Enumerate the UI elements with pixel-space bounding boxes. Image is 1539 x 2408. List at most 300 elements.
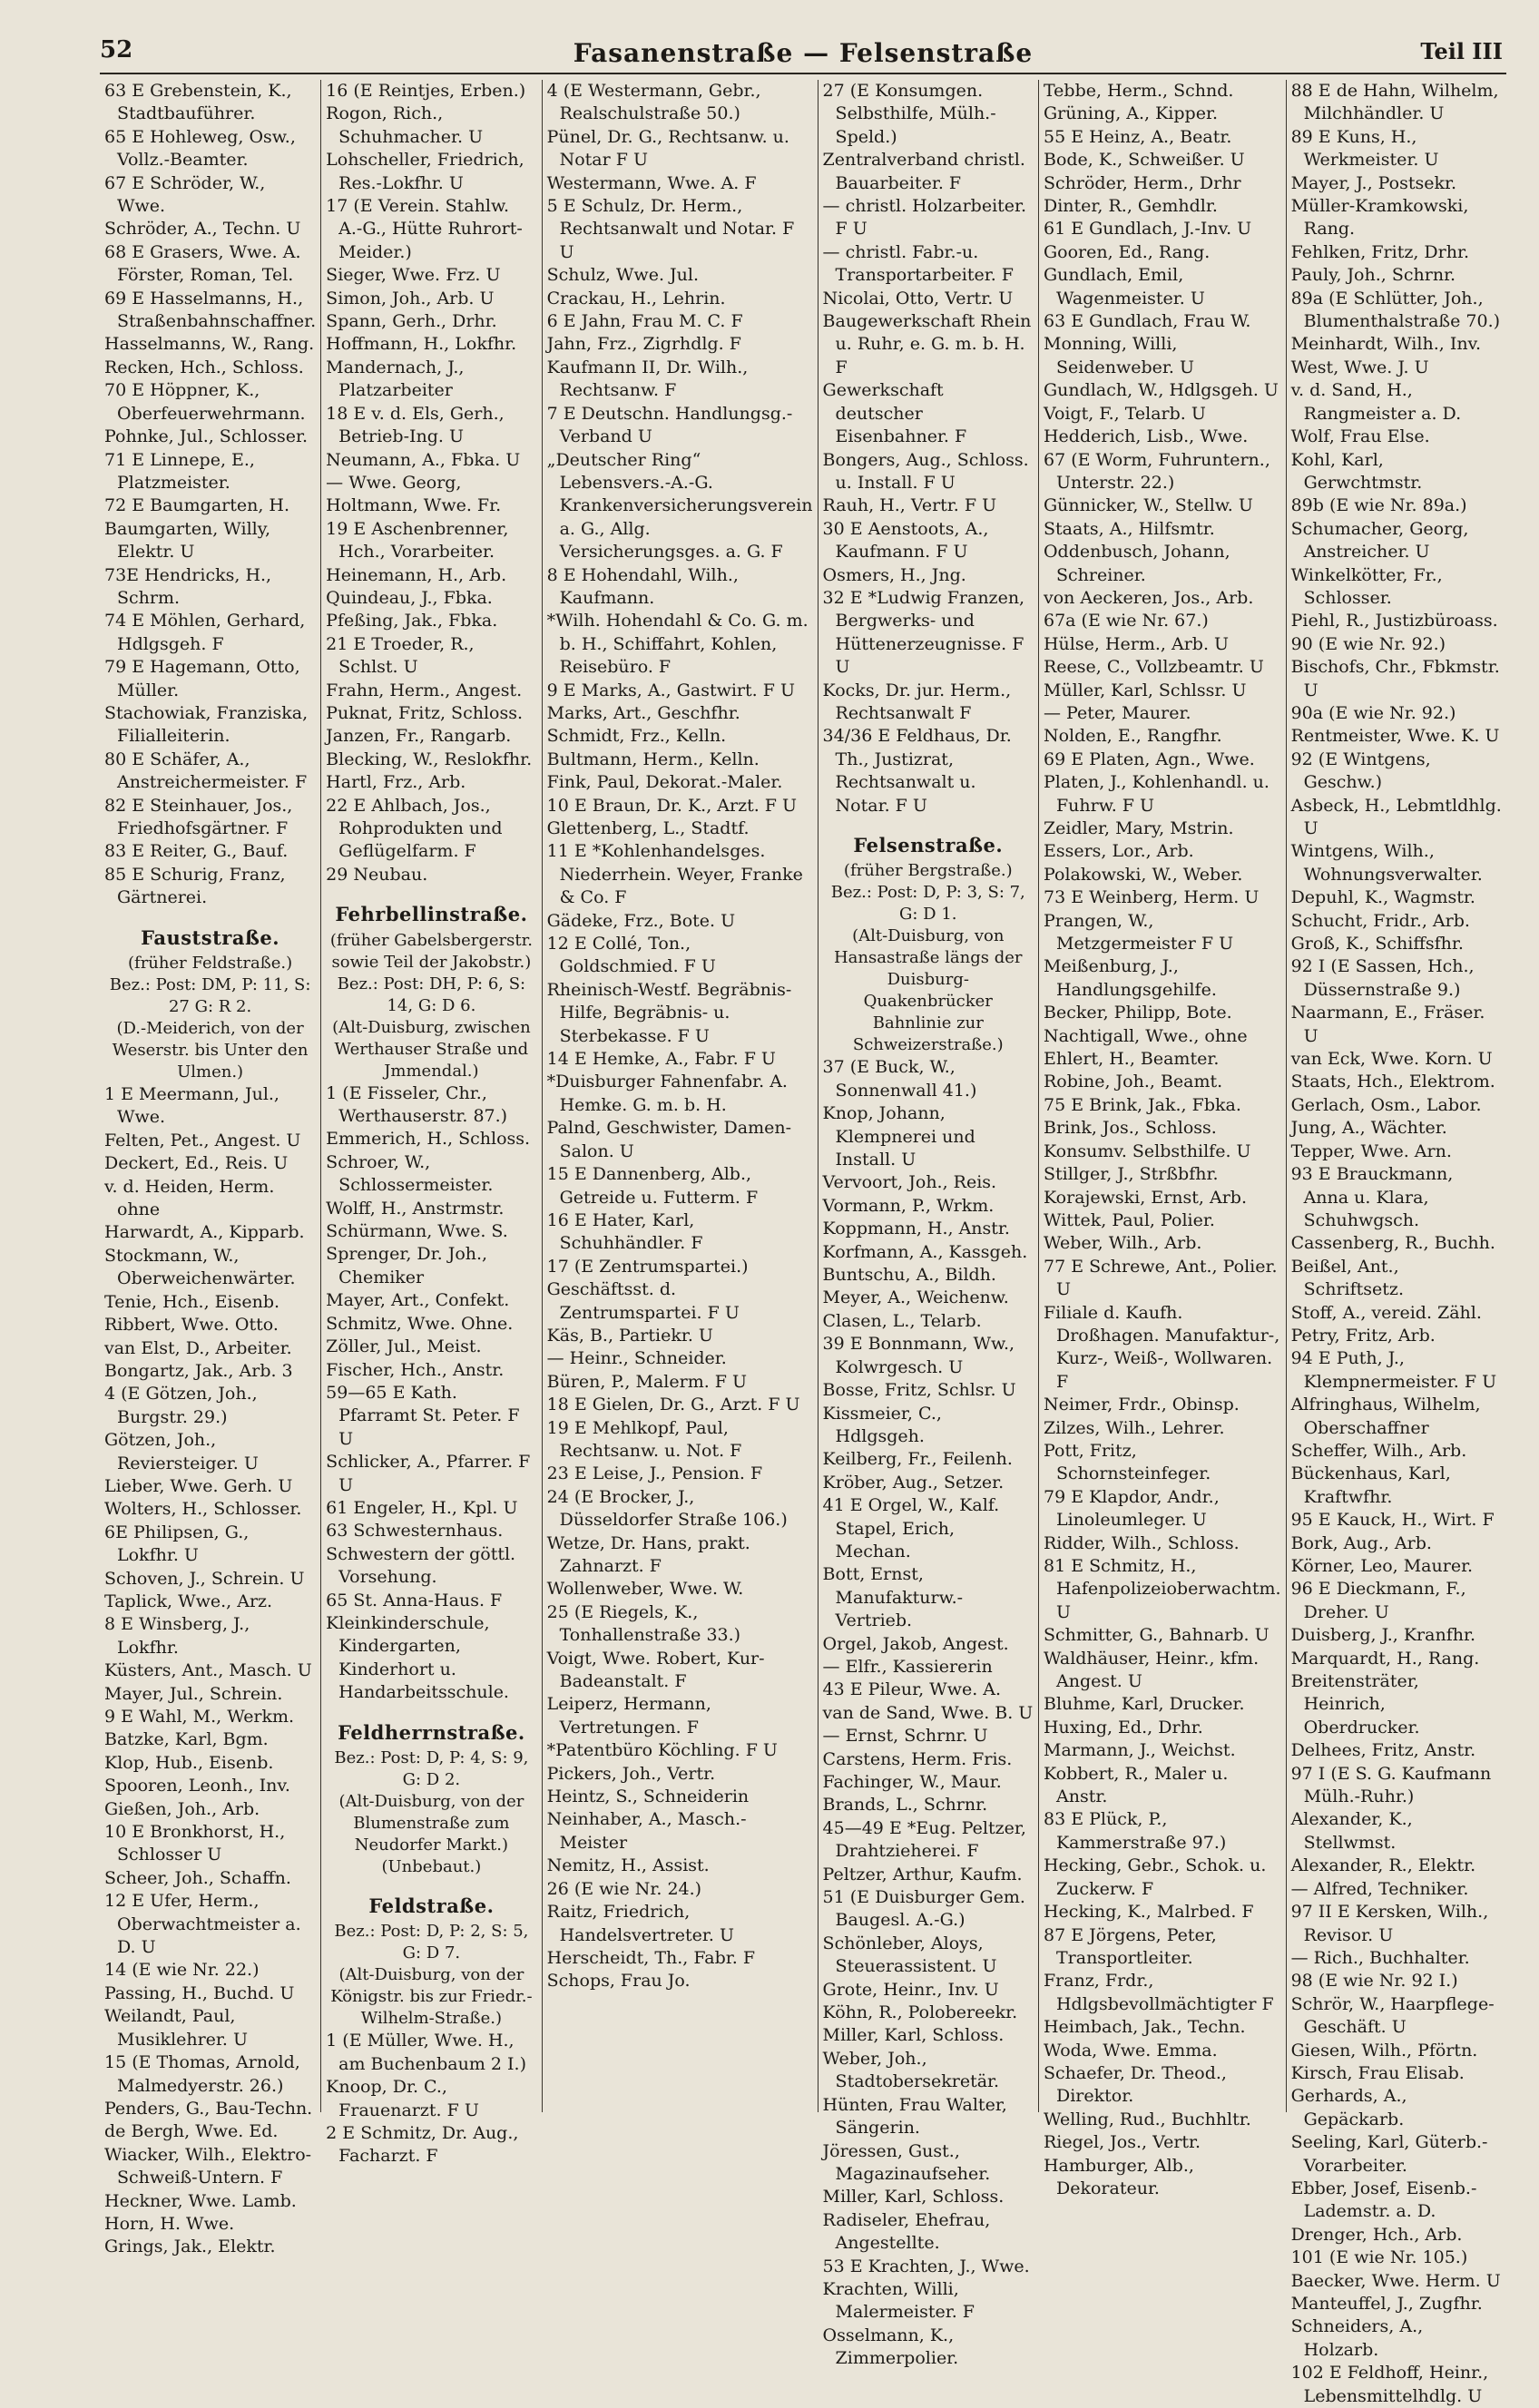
directory-entry: Jöressen, Gust., Magazinaufseher.: [822, 2140, 991, 2184]
directory-entry: Rentmeister, Wwe. K. U: [1290, 726, 1500, 747]
directory-entry: 73 E Weinberg, Herm. U: [1043, 887, 1260, 908]
directory-entry: Bork, Aug., Arb.: [1290, 1532, 1432, 1553]
directory-entry: 1 (E Fisseler, Chr., Werthauserstr. 87.): [326, 1082, 508, 1127]
directory-entry: 63 E Grebenstein, K., Stadtbauführer.: [104, 81, 292, 124]
directory-entry: Knop, Johann, Klempnerei und Install. U: [822, 1103, 975, 1170]
directory-entry: Crackau, H., Lehrin.: [546, 288, 726, 308]
directory-entry: — christl. Holzarbeiter. F U: [822, 196, 1027, 240]
directory-entry: 93 E Brauckmann, Anna u. Klara, Schuhwgsch.: [1290, 1164, 1454, 1230]
directory-entry: Robine, Joh., Beamt.: [1043, 1072, 1223, 1092]
directory-entry: 85 E Schurig, Franz, Gärtnerei.: [104, 864, 286, 908]
directory-entry: Müller-Kramkowski, Rang.: [1290, 196, 1469, 240]
page-number: 52: [100, 36, 133, 64]
directory-entry: 74 E Möhlen, Gerhard, Hdlgsgeh. F: [104, 611, 306, 654]
directory-entry: Oddenbusch, Johann, Schreiner.: [1043, 542, 1230, 585]
street-note: (Alt-Duisburg, von der Blumenstraße zum Neudorfer Markt.): [338, 1792, 524, 1855]
directory-entry: 65 St. Anna-Haus. F: [326, 1590, 503, 1610]
directory-entry: Zeidler, Mary, Mstrin.: [1043, 818, 1234, 838]
directory-entry: Korfmann, A., Kassgeh.: [822, 1241, 1028, 1262]
directory-entry: 18 E Gielen, Dr. G., Arzt. F U: [546, 1395, 800, 1415]
directory-entry: Keilberg, Fr., Feilenh.: [822, 1449, 1013, 1470]
directory-entry: Heinemann, H., Arb.: [326, 564, 507, 585]
directory-entry: 15 (E Thomas, Arnold, Malmedyerstr. 26.): [104, 2052, 300, 2096]
directory-entry: Schröder, A., Techn. U: [104, 219, 301, 240]
directory-entry: 17 (E Verein. Stahlw. A.-G., Hütte Ruhrort-Meider.): [326, 196, 523, 262]
directory-entry: Marmann, J., Weichst.: [1043, 1740, 1236, 1761]
directory-entry: Fischer, Hch., Anstr.: [326, 1359, 505, 1380]
directory-entry: 92 (E Wintgens, Geschw.): [1290, 749, 1431, 793]
directory-entry: Hamburger, Alb., Dekorateur.: [1043, 2155, 1194, 2198]
directory-entry: Tebbe, Herm., Schnd.: [1043, 81, 1234, 101]
directory-entry: — Peter, Maurer.: [1043, 702, 1191, 723]
directory-entry: 45—49 E *Eug. Peltzer, Drahtzieherei. F: [822, 1817, 1026, 1862]
directory-entry: — Heinr., Schneider.: [546, 1348, 727, 1369]
directory-entry: 79 E Hagemann, Otto, Müller.: [104, 657, 300, 700]
directory-entry: Fehlken, Fritz, Drhr.: [1290, 241, 1470, 262]
directory-entry: 92 I (E Sassen, Hch., Düssernstraße 9.): [1290, 956, 1475, 1000]
directory-entry: Kocks, Dr. jur. Herm., Rechtsanwalt F: [822, 680, 1012, 723]
street-heading: Fauststraße.: [141, 925, 280, 949]
directory-entry: Drenger, Hch., Arb.: [1290, 2224, 1463, 2245]
directory-entry: Puknat, Fritz, Schloss.: [326, 702, 524, 723]
directory-entry: Kirsch, Frau Elisab.: [1290, 2062, 1465, 2083]
directory-entry: Scheer, Joh., Schaffn.: [104, 1867, 291, 1888]
directory-entry: 9 E Wahl, M., Werkm.: [104, 1707, 295, 1727]
directory-entry: 96 E Dieckmann, F., Dreher. U: [1290, 1579, 1466, 1622]
directory-entry: 14 E Hemke, A., Fabr. F U: [546, 1049, 776, 1070]
directory-entry: *Wilh. Hohendahl & Co. G. m. b. H., Schiffahrt, Kohlen, Reisebüro. F: [546, 611, 809, 678]
directory-entry: Hecking, K., Malrbed. F: [1043, 1902, 1254, 1923]
column-2: [321, 80, 542, 2167]
directory-entry: Knoop, Dr. C., Frauenarzt. F U: [326, 2077, 479, 2120]
directory-entry: 24 (E Brocker, J., Düsseldorfer Straße 106.): [546, 1486, 788, 1531]
directory-entry: Becker, Philipp, Bote.: [1043, 1003, 1232, 1023]
directory-entry: 25 (E Riegels, K., Tonhallenstraße 33.): [546, 1601, 741, 1646]
directory-entry: Wolters, H., Schlosser.: [104, 1499, 302, 1520]
directory-entry: 61 Engeler, H., Kpl. U: [326, 1497, 518, 1518]
directory-entry: Voigt, F., Telarb. U: [1043, 403, 1206, 424]
directory-entry: Radiseler, Ehefrau, Angestellte.: [822, 2209, 991, 2254]
directory-entry: Stachowiak, Franziska, Filialleiterin.: [104, 702, 309, 747]
directory-entry: 82 E Steinhauer, Jos., Friedhofsgärtner. F: [104, 795, 293, 838]
directory-entry: Raitz, Friedrich, Handelsvertreter. U: [546, 1902, 734, 1945]
directory-entry: 53 E Krachten, J., Wwe.: [822, 2256, 1030, 2276]
directory-entry: Staats, A., Hilfsmtr.: [1043, 518, 1215, 539]
directory-entry: Alexander, R., Elektr.: [1290, 1855, 1476, 1876]
street-note: (Alt-Duisburg, zwischen Werthauser Straße und Jmmendal.): [332, 1017, 531, 1081]
directory-entry: Wittek, Paul, Polier.: [1043, 1209, 1215, 1230]
directory-entry: Meinhardt, Wilh., Inv.: [1290, 334, 1482, 355]
directory-entry: 17 (E Zentrumspartei.): [546, 1256, 749, 1277]
directory-entry: 1 E Meermann, Jul., Wwe.: [104, 1084, 279, 1128]
street-note: (D.-Meiderich, von der Weserstr. bis Unter den Ulmen.): [112, 1019, 309, 1082]
directory-entry: Mandernach, J., Platzarbeiter: [326, 357, 465, 401]
directory-entry: Dinter, R., Gemhdlr.: [1043, 196, 1218, 217]
directory-entry: Götzen, Joh., Reviersteiger. U: [104, 1430, 259, 1473]
directory-entry: Konsumv. Selbsthilfe. U: [1043, 1140, 1251, 1161]
directory-entry: Wolf, Frau Else.: [1290, 426, 1430, 447]
directory-entry: Schmidt, Frz., Kelln.: [546, 726, 727, 747]
directory-entry: 94 E Puth, J., Klempnermeister. F U: [1290, 1348, 1497, 1392]
directory-entry: 90 (E wie Nr. 92.): [1290, 633, 1446, 654]
directory-entry: Kleinkinderschule, Kindergarten, Kinderhort u. Handarbeitsschule.: [326, 1612, 509, 1703]
directory-entry: Cassenberg, R., Buchh.: [1290, 1233, 1495, 1254]
directory-entry: Günnicker, W., Stellw. U: [1043, 495, 1253, 516]
directory-entry: Sprenger, Dr. Joh., Chemiker: [326, 1244, 488, 1287]
directory-entry: 79 E Klapdor, Andr., Linoleumleger. U: [1043, 1486, 1220, 1531]
street-heading: Feldstraße.: [368, 1894, 495, 1917]
directory-entry: Gießen, Joh., Arb.: [104, 1798, 260, 1819]
directory-entry: Woda, Wwe. Emma.: [1043, 2040, 1218, 2061]
directory-entry: 10 E Braun, Dr. K., Arzt. F U: [546, 795, 798, 816]
directory-entry: Passing, H., Buchd. U: [104, 1982, 295, 2003]
directory-entry: Käs, B., Partiekr. U: [546, 1325, 713, 1346]
street-note: Bez.: Post: D, P: 3, S: 7, G: D 1.: [830, 883, 1025, 925]
directory-entry: Korajewski, Ernst, Arb.: [1043, 1187, 1247, 1208]
directory-entry: Bode, K., Schweißer. U: [1043, 150, 1245, 171]
street-heading: Feldherrnstraße.: [338, 1720, 525, 1744]
directory-entry: Pott, Fritz, Schornsteinfeger.: [1043, 1440, 1211, 1484]
directory-entry: Mayer, Jul., Schrein.: [104, 1683, 283, 1704]
directory-entry: Kissmeier, C., Hdlgsgeh.: [822, 1403, 942, 1446]
directory-entry: Meißenburg, J., Handlungsgehilfe.: [1043, 956, 1217, 1000]
directory-entry: 67 (E Worm, Fuhruntern., Unterstr. 22.): [1043, 449, 1270, 493]
directory-entry: Tenie, Hch., Eisenb.: [104, 1291, 280, 1312]
directory-entry: 89a (E Schlütter, Joh., Blumenthalstraße 70.): [1290, 288, 1501, 332]
directory-entry: Herscheidt, Th., Fabr. F: [546, 1947, 756, 1968]
directory-entry: 18 E v. d. Els, Gerh., Betrieb-Ing. U: [326, 403, 505, 447]
directory-entry: van Elst, D., Arbeiter.: [104, 1337, 292, 1358]
directory-entry: 95 E Kauck, H., Wirt. F: [1290, 1510, 1495, 1531]
directory-entry: Emmerich, H., Schloss.: [326, 1129, 531, 1150]
directory-entry: 89 E Kuns, H., Werkmeister. U: [1290, 126, 1439, 171]
directory-entry: Sieger, Wwe. Frz. U: [326, 265, 501, 286]
directory-entry: Mayer, Art., Confekt.: [326, 1290, 510, 1311]
directory-entry: Müller, Karl, Schlssr. U: [1043, 680, 1247, 700]
directory-entry: Hoffmann, H., Lokfhr.: [326, 334, 517, 355]
directory-entry: Wolff, H., Anstrmstr.: [326, 1198, 505, 1219]
directory-entry: 97 I (E S. G. Kaufmann Mülh.-Ruhr.): [1290, 1763, 1492, 1807]
directory-entry: Osselmann, K., Zimmerpolier.: [822, 2325, 959, 2369]
directory-entry: 63 E Gundlach, Frau W.: [1043, 311, 1251, 332]
directory-entry: Polakowski, W., Weber.: [1043, 864, 1243, 885]
directory-entry: Buntschu, A., Bildh.: [822, 1265, 996, 1286]
directory-entry: 2 E Schmitz, Dr. Aug., Facharzt. F: [326, 2123, 519, 2167]
directory-entry: 73E Hendricks, H., Schrm.: [104, 564, 272, 608]
directory-entry: 8 E Hohendahl, Wilh., Kaufmann.: [546, 564, 739, 608]
column-5: [1039, 80, 1287, 2198]
directory-entry: Staats, Hch., Elektrom.: [1290, 1072, 1495, 1092]
directory-entry: Pauly, Joh., Schrnr.: [1290, 265, 1456, 286]
directory-entry: Pfeßing, Jak., Fbka.: [326, 611, 498, 631]
directory-entry: — Rich., Buchhalter.: [1290, 1947, 1470, 1968]
directory-entry: Spann, Gerh., Drhr.: [326, 311, 497, 332]
directory-entry: 67 E Schröder, W., Wwe.: [104, 172, 266, 217]
directory-entry: Marquardt, H., Rang.: [1290, 1648, 1480, 1669]
directory-entry: Prangen, W., Metzgermeister F U: [1043, 910, 1234, 954]
directory-entry: Penders, G., Bau-Techn.: [104, 2098, 313, 2119]
directory-entry: Felten, Pet., Angest. U: [104, 1130, 301, 1150]
directory-entry: 39 E Bonnmann, Ww., Kolwrgesch. U: [822, 1334, 1015, 1377]
directory-entry: Wollenweber, Wwe. W.: [546, 1579, 744, 1600]
directory-entry: Riegel, Jos., Vertr.: [1043, 2132, 1201, 2153]
directory-entry: Fink, Paul, Dekorat.-Maler.: [546, 772, 783, 793]
directory-entry: Pickers, Joh., Vertr.: [546, 1763, 716, 1784]
directory-entry: Quindeau, J., Fbka.: [326, 587, 493, 608]
directory-entry: Krachten, Willi, Malermeister. F: [822, 2278, 975, 2323]
directory-entry: Peltzer, Arthur, Kaufm.: [822, 1864, 1023, 1884]
directory-entry: West, Wwe. J. U: [1290, 357, 1429, 377]
directory-entry: Welling, Rud., Buchhltr.: [1043, 2109, 1251, 2129]
directory-entry: Schwestern der göttl. Vorsehung.: [326, 1543, 516, 1588]
directory-entry: 19 E Aschenbrenner, Hch., Vorarbeiter.: [326, 518, 509, 563]
directory-entry: Wetze, Dr. Hans, prakt. Zahnarzt. F: [546, 1532, 750, 1576]
directory-entry: Alfringhaus, Wilhelm, Oberschaffner: [1290, 1395, 1481, 1438]
directory-entry: 23 E Leise, J., Pension. F: [546, 1463, 763, 1484]
directory-entry: Schrör, W., Haarpflege-Geschäft. U: [1290, 1993, 1495, 2038]
directory-entry: Zentralverband christl. Bauarbeiter. F: [822, 150, 1025, 193]
directory-entry: *Patentbüro Köchling. F U: [546, 1740, 778, 1761]
street-note: (Alt-Duisburg, von der Königstr. bis zur Friedr.-Wilhelm-Straße.): [330, 1965, 533, 2029]
running-title: Fasanenstraße — Felsenstraße: [573, 38, 1034, 68]
directory-entry: Naarmann, E., Fräser. U: [1290, 1003, 1485, 1046]
directory-entry: de Bergh, Wwe. Ed.: [104, 2121, 279, 2142]
directory-entry: 55 E Heinz, A., Beatr.: [1043, 126, 1232, 147]
directory-entry: Bongartz, Jak., Arb. 3: [104, 1360, 293, 1381]
directory-entry: 37 (E Buck, W., Sonnenwall 41.): [822, 1057, 977, 1101]
directory-entry: Bott, Ernst, Manufakturw.-Vertrieb.: [822, 1564, 964, 1631]
directory-entry: Schlicker, A., Pfarrer. F U: [326, 1452, 531, 1495]
directory-entry: Schönleber, Aloys, Steuerassistent. U: [822, 1933, 997, 1977]
directory-entry: 4 (E Götzen, Joh., Burgstr. 29.): [104, 1384, 258, 1427]
directory-entry: 101 (E wie Nr. 105.): [1290, 2247, 1468, 2268]
directory-entry: Schröder, Herm., Drhr: [1043, 172, 1241, 193]
directory-entry: — Elfr., Kassiererin: [822, 1656, 993, 1677]
directory-entry: Pohnke, Jul., Schlosser.: [104, 426, 309, 447]
directory-entry: Rauh, H., Vertr. F U: [822, 495, 997, 516]
directory-entry: Brink, Jos., Schloss.: [1043, 1118, 1217, 1139]
directory-entry: 90a (E wie Nr. 92.): [1290, 702, 1456, 723]
directory-entry: 70 E Höppner, K., Oberfeuerwehrmann.: [104, 380, 306, 424]
directory-entry: 9 E Marks, A., Gastwirt. F U: [546, 680, 795, 700]
directory-entry: Bischofs, Chr., Fbkmstr. U: [1290, 657, 1500, 700]
directory-entry: Delhees, Fritz, Anstr.: [1290, 1740, 1476, 1761]
directory-entry: v. d. Sand, H., Rangmeister a. D.: [1290, 380, 1462, 424]
directory-entry: Schops, Frau Jo.: [546, 1971, 691, 1992]
directory-entry: Nolden, E., Rangfhr.: [1043, 726, 1222, 747]
directory-entry: Zilzes, Wilh., Lehrer.: [1043, 1417, 1225, 1438]
directory-entry: 63 Schwesternhaus.: [326, 1521, 504, 1542]
directory-entry: Gerhards, A., Gepäckarb.: [1290, 2086, 1407, 2129]
directory-entry: 83 E Reiter, G., Bauf.: [104, 841, 289, 862]
directory-entry: 15 E Dannenberg, Alb., Getreide u. Futterm. F: [546, 1164, 759, 1208]
directory-entry: 41 E Orgel, W., Kalf. Stapel, Erich, Mechan.: [822, 1495, 1000, 1561]
directory-entry: 69 E Hasselmanns, H., Straßenbahnschaffner.: [104, 288, 317, 332]
directory-entry: Gewerkschaft deutscher Eisenbahner. F: [822, 380, 967, 447]
column-4: [819, 80, 1039, 2369]
directory-entry: van de Sand, Wwe. B. U: [822, 1702, 1034, 1723]
directory-entry: van Eck, Wwe. Korn. U: [1290, 1049, 1493, 1070]
directory-entry: Glettenberg, L., Stadtf.: [546, 818, 750, 838]
directory-entry: Nicolai, Otto, Vertr. U: [822, 288, 1014, 308]
directory-entry: Scheffer, Wilh., Arb.: [1290, 1440, 1467, 1461]
directory-entry: Beißel, Ant., Schriftsetz.: [1290, 1256, 1404, 1300]
street-note: (Alt-Duisburg, von Hansastraße längs der Duisburg-Quakenbrücker Bahnlinie zur Schweizerstraße.): [833, 926, 1023, 1055]
directory-entry: Winkelkötter, Fr., Schlosser.: [1290, 564, 1443, 608]
directory-entry: 26 (E wie Nr. 24.): [546, 1878, 702, 1899]
directory-entry: 5 E Schulz, Dr. Herm., Rechtsanwalt und Notar. F U: [546, 196, 795, 262]
directory-entry: 51 (E Duisburger Gem. Baugesl. A.-G.): [822, 1887, 1025, 1931]
street-heading: Fehrbellinstraße.: [335, 903, 528, 926]
directory-entry: Lieber, Wwe. Gerh. U: [104, 1475, 293, 1496]
street-note: Bez.: Post: D, P: 2, S: 5, G: D 7.: [334, 1922, 529, 1963]
directory-entry: 69 E Platen, Agn., Wwe.: [1043, 749, 1255, 769]
directory-entry: Bongers, Aug., Schloss. u. Install. F U: [822, 449, 1029, 493]
directory-entry: Heintz, S., Schneiderin: [546, 1786, 750, 1807]
directory-entry: Franz, Frdr., Hdlgsbevollmächtigter F: [1043, 1971, 1274, 2014]
directory-entry: Batzke, Karl, Bgm.: [104, 1729, 269, 1750]
directory-entry: 80 E Schäfer, A., Anstreichermeister. F: [104, 749, 308, 793]
directory-entry: Horn, H. Wwe.: [104, 2213, 235, 2234]
directory-entry: 6E Philipsen, G., Lokfhr. U: [104, 1522, 250, 1566]
directory-entry: Miller, Karl, Schloss.: [822, 2025, 1005, 2046]
directory-entry: Piehl, R., Justizbüroass.: [1290, 611, 1498, 631]
directory-entry: 27 (E Konsumgen. Selbsthilfe, Mülh.-Speld.): [822, 81, 996, 147]
directory-entry: Filiale d. Kaufh. Droßhagen. Manufaktur-, Kurz-, Weiß-, Wollwaren. F: [1043, 1302, 1280, 1392]
directory-entry: Hartl, Frz., Arb.: [326, 772, 466, 793]
directory-entry: Zöller, Jul., Meist.: [326, 1336, 482, 1357]
directory-entry: Schoven, J., Schrein. U: [104, 1568, 305, 1589]
directory-entry: 72 E Baumgarten, H.: [104, 495, 290, 516]
directory-columns: [100, 80, 1506, 2406]
directory-entry: Köhn, R., Polobereekr.: [822, 2002, 1018, 2023]
directory-entry: Clasen, L., Telarb.: [822, 1310, 982, 1331]
directory-entry: Heckner, Wwe. Lamb.: [104, 2190, 297, 2211]
directory-entry: Platen, J., Kohlenhandl. u. Fuhrw. F U: [1043, 772, 1269, 816]
directory-entry: Weber, Wilh., Arb.: [1043, 1233, 1202, 1254]
directory-entry: Essers, Lor., Arb.: [1043, 841, 1194, 862]
directory-entry: Vervoort, Joh., Reis.: [822, 1172, 997, 1193]
directory-entry: Schulz, Wwe. Jul.: [546, 265, 699, 286]
directory-entry: 75 E Brink, Jak., Fbka.: [1043, 1094, 1241, 1115]
directory-entry: Orgel, Jakob, Angest.: [822, 1633, 1009, 1654]
directory-entry: „Deutscher Ring“ Lebensvers.-A.-G. Krankenversicherungsverein a. G., Allg. Versicherungsges. a. G. F: [546, 449, 813, 563]
directory-entry: Leiperz, Hermann, Vertretungen. F: [546, 1694, 711, 1737]
directory-entry: Reese, C., Vollzbeamtr. U: [1043, 657, 1264, 678]
directory-entry: 88 E de Hahn, Wilhelm, Milchhändler. U: [1290, 81, 1499, 124]
directory-entry: Osmers, H., Jng.: [822, 564, 966, 585]
column-1: [100, 80, 321, 2257]
directory-entry: Marks, Art., Geschfhr.: [546, 702, 740, 723]
directory-entry: 32 E *Ludwig Franzen, Bergwerks- und Hüttenerzeugnisse. F U: [822, 587, 1025, 678]
street-note: Bez.: Post: DM, P: 11, S: 27 G: R 2.: [109, 975, 311, 1017]
directory-entry: Küsters, Ant., Masch. U: [104, 1660, 312, 1681]
directory-entry: — Wwe. Georg,: [326, 472, 462, 493]
street-note: (früher Feldstraße.): [128, 954, 293, 974]
directory-entry: Weber, Joh., Stadtobersekretär.: [822, 2048, 1000, 2092]
part-label: Teil III: [1420, 38, 1503, 64]
street-heading: Felsenstraße.: [853, 834, 1004, 857]
directory-entry: Depuhl, K., Wagmstr.: [1290, 887, 1475, 908]
directory-entry: 61 E Gundlach, J.-Inv. U: [1043, 219, 1252, 240]
directory-entry: 97 II E Kersken, Wilh., Revisor. U: [1290, 1902, 1489, 1945]
directory-entry: 1 (E Müller, Wwe. H., am Buchenbaum 2 I.): [326, 2031, 526, 2074]
directory-entry: Hedderich, Lisb., Wwe.: [1043, 426, 1249, 447]
directory-entry: Simon, Joh., Arb. U: [326, 288, 495, 308]
directory-entry: Carstens, Herm. Fris.: [822, 1748, 1013, 1769]
directory-entry: Monning, Willi, Seidenweber. U: [1043, 334, 1194, 377]
directory-entry: Frahn, Herm., Angest.: [326, 680, 523, 700]
directory-entry: Kobbert, R., Maler u. Anstr.: [1043, 1763, 1229, 1807]
directory-entry: Neumann, A., Fbka. U: [326, 449, 521, 470]
directory-entry: 16 (E Reintjes, Erben.): [326, 81, 526, 101]
directory-entry: Baumgarten, Willy, Elektr. U: [104, 518, 270, 563]
street-note: (Unbebaut.): [381, 1857, 482, 1876]
directory-entry: 98 (E wie Nr. 92 I.): [1290, 1971, 1458, 1992]
directory-entry: 77 E Schrewe, Ant., Polier. U: [1043, 1256, 1278, 1300]
directory-entry: Kröber, Aug., Setzer.: [822, 1472, 1005, 1493]
directory-entry: Deckert, Ed., Reis. U: [104, 1153, 289, 1174]
directory-entry: 30 E Aenstoots, A., Kaufmann. F U: [822, 518, 989, 563]
directory-entry: Nachtigall, Wwe., ohne: [1043, 1025, 1248, 1046]
directory-entry: 12 E Ufer, Herm., Oberwachtmeister a. D. U: [104, 1891, 301, 1958]
directory-entry: Bluhme, Karl, Drucker.: [1043, 1694, 1245, 1715]
directory-entry: Miller, Karl, Schloss.: [822, 2187, 1005, 2207]
directory-entry: Bosse, Fritz, Schlsr. U: [822, 1380, 1016, 1401]
directory-entry: Palnd, Geschwister, Damen-Salon. U: [546, 1118, 791, 1161]
directory-entry: 67a (E wie Nr. 67.): [1043, 611, 1209, 631]
directory-entry: Hasselmanns, W., Rang.: [104, 334, 315, 355]
directory-entry: Mayer, J., Postsekr.: [1290, 172, 1457, 193]
directory-entry: *Duisburger Fahnenfabr. A. Hemke. G. m. b. H.: [546, 1072, 788, 1115]
directory-entry: Schneiders, A., Holzarb.: [1290, 2316, 1424, 2360]
directory-entry: Schucht, Fridr., Arb.: [1290, 910, 1470, 931]
directory-entry: v. d. Heiden, Herm. ohne: [104, 1176, 275, 1220]
directory-entry: 14 (E wie Nr. 22.): [104, 1960, 260, 1981]
directory-entry: Tepper, Wwe. Arn.: [1290, 1140, 1452, 1161]
directory-entry: Koppmann, H., Anstr.: [822, 1219, 1010, 1239]
directory-entry: Klop, Hub., Eisenb.: [104, 1752, 274, 1773]
directory-entry: 71 E Linnepe, E., Platzmeister.: [104, 449, 255, 493]
directory-entry: Huxing, Ed., Drhr.: [1043, 1717, 1203, 1737]
directory-entry: Bückenhaus, Karl, Kraftwfhr.: [1290, 1463, 1451, 1507]
directory-entry: Baugewerkschaft Rhein u. Ruhr, e. G. m. b. H. F: [822, 311, 1032, 377]
directory-entry: Hecking, Gebr., Schok. u. Zuckerw. F: [1043, 1855, 1267, 1899]
directory-entry: von Aeckeren, Jos., Arb.: [1043, 587, 1254, 608]
directory-entry: Breitensträter, Heinrich, Oberdrucker.: [1290, 1671, 1420, 1737]
street-note: (früher Gabelsbergerstr. sowie Teil der Jakobstr.): [329, 930, 533, 972]
directory-entry: Duisberg, J., Kranfhr.: [1290, 1625, 1476, 1646]
directory-entry: Heimbach, Jak., Techn.: [1043, 2017, 1246, 2038]
directory-entry: Seeling, Karl, Güterb.-Vorarbeiter.: [1290, 2132, 1488, 2176]
directory-entry: Brands, L., Schrnr.: [822, 1795, 988, 1816]
directory-entry: Grote, Heinr., Inv. U: [822, 1979, 999, 2000]
directory-entry: Geschäftsst. d. Zentrumspartei. F U: [546, 1279, 740, 1323]
directory-entry: Wiacker, Wilh., Elektro-Schweiß-Untern. F: [104, 2144, 312, 2188]
directory-entry: 65 E Hohleweg, Osw., Vollz.-Beamter.: [104, 126, 296, 171]
directory-entry: Wintgens, Wilh., Wohnungsverwalter.: [1290, 841, 1483, 885]
directory-entry: Manteuffel, J., Zugfhr.: [1290, 2294, 1483, 2314]
directory-entry: Kohl, Karl, Gerwchtmstr.: [1290, 449, 1423, 493]
directory-entry: Gerlach, Osm., Labor.: [1290, 1094, 1482, 1115]
directory-entry: 29 Neubau.: [326, 864, 428, 885]
directory-entry: Holtmann, Wwe. Fr.: [326, 495, 502, 516]
directory-entry: Vormann, P., Wrkm.: [822, 1195, 995, 1216]
directory-entry: Rogon, Rich., Schuhmacher. U: [326, 103, 484, 147]
directory-entry: — Ernst, Schrnr. U: [822, 1726, 988, 1747]
directory-entry: Waldhäuser, Heinr., kfm. Angest. U: [1043, 1648, 1260, 1692]
directory-entry: 6 E Jahn, Frau M. C. F: [546, 311, 743, 332]
